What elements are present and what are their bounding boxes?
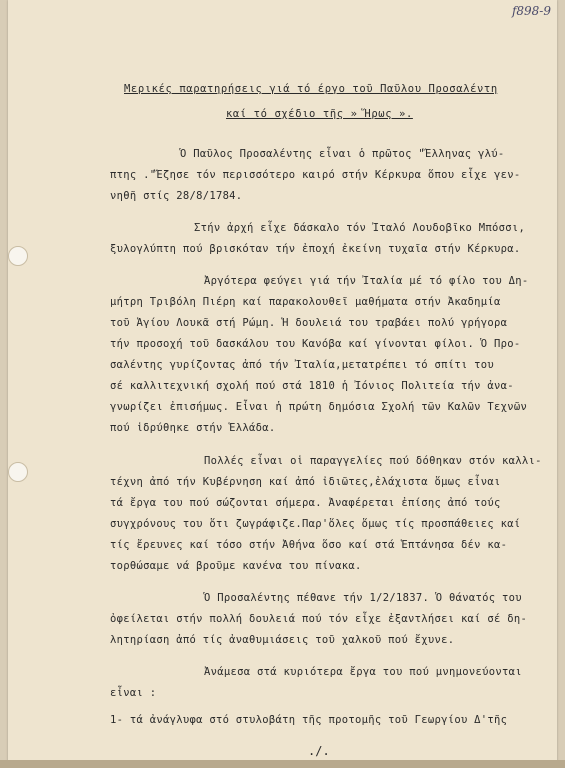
body-line: Ὁ Προσαλέντης πέθανε τήν 1/2/1837. Ὁ θάνατός του	[204, 592, 522, 604]
body-line: συγχρόνους του ὅτι ζωγράφιζε.Παρ'ὅλες ὅμως τίς προσπάθειες καί	[110, 518, 521, 530]
body-line: ξυλογλύπτη πού βρισκόταν τήν ἐποχή ἐκείνη τυχαῖα στήν Κέρκυρα.	[110, 243, 521, 255]
body-line: πού ἱδρύθηκε στήν Ἑλλάδα.	[110, 422, 276, 434]
body-line: ὀφείλεται στήν πολλή δουλειά πού τόν εἶχε ἐξαντλήσει καί σέ δη-	[110, 613, 528, 625]
title-line-2: καί τό σχέδιο τῆς » Ἥρως ».	[226, 108, 413, 120]
body-line: Πολλές εἶναι οἱ παραγγελίες πού δόθηκαν στόν καλλι-	[204, 455, 542, 467]
body-line: γνωρίζει ἐπισήμως. Εἶναι ἡ πρώτη δημόσια Σχολή τῶν Καλῶν Τεχνῶν	[110, 401, 528, 413]
body-line: τορθώσαμε νά βροῦμε κανένα του πίνακα.	[110, 560, 362, 572]
body-line: τήν προσοχή τοῦ δασκάλου του Κανόβα καί γίνονται φίλοι. Ὁ Προ-	[110, 338, 521, 350]
body-line: τοῦ Ἁγίου Λουκᾶ στή Ρώμη. Ἡ δουλειά του τραβάει πολύ γρήγορα	[110, 317, 508, 329]
body-line: εἶναι :	[110, 687, 157, 699]
punch-hole	[8, 462, 28, 482]
body-line: λητηρίαση ἀπό τίς ἀναθυμιάσεις τοῦ χαλκοῦ πού ἔχυνε.	[110, 634, 455, 646]
body-line: Ἀργότερα φεύγει γιά τήν Ἰταλία μέ τό φίλο του Δη-	[204, 275, 529, 287]
archive-number: f898-9	[511, 4, 551, 18]
body-line: Ὁ Παῦλος Προσαλέντης εἶναι ὁ πρῶτος "Ἕλληνας γλύ-	[180, 148, 505, 160]
body-line: νηθῆ στίς 28/8/1784.	[110, 190, 243, 202]
body-line: πτης ."Ἔζησε τόν περισσότερο καιρό στήν Κέρκυρα ὅπου εἶχε γεν-	[110, 169, 521, 181]
list-item: 1- τά ἀνάγλυφα στό στυλοβάτη τῆς προτομῆς τοῦ Γεωργίου Δ'τῆς	[110, 714, 508, 726]
body-line: σαλέντης γυρίζοντας ἀπό τήν Ἰταλία,μετατρέπει τό σπίτι του	[110, 359, 495, 371]
page-continuation-mark: ./.	[308, 744, 330, 758]
body-line: σέ καλλιτεχνική σχολή πού στά 1810 ἡ Ἰόνιος Πολιτεία τήν ἀνα-	[110, 380, 514, 392]
body-line: Ἀνάμεσα στά κυριότερα ἔργα του πού μνημονεύονται	[204, 666, 522, 678]
body-line: τέχνη ἀπό τήν Κυβέρνηση καί ἀπό ἰδιῶτες,ἐλάχιστα ὅμως εἶναι	[110, 476, 501, 488]
title-line-1: Μερικές παρατηρήσεις γιά τό έργο τοῦ Παῦλου Προσαλέντη	[124, 83, 498, 95]
body-line: τά ἔργα του πού σώζονται σήμερα. Ἀναφέρεται ἐπίσης ἀπό τούς	[110, 497, 501, 509]
document-page	[8, 0, 557, 768]
body-line: τίς ἔρευνες καί τόσο στήν Ἀθήνα ὅσο καί στά Ἑπτάνησα δέν κα-	[110, 539, 508, 551]
body-line: Στήν ἀρχή εἶχε δάσκαλο τόν Ἰταλό Λουδοβῖκο Μπόσσι,	[194, 222, 526, 234]
next-page-edge	[0, 760, 565, 768]
body-line: μήτρη Τριβόλη Πιέρη καί παρακολουθεῖ μαθήματα στήν Ἀκαδημία	[110, 296, 501, 308]
punch-hole	[8, 246, 28, 266]
